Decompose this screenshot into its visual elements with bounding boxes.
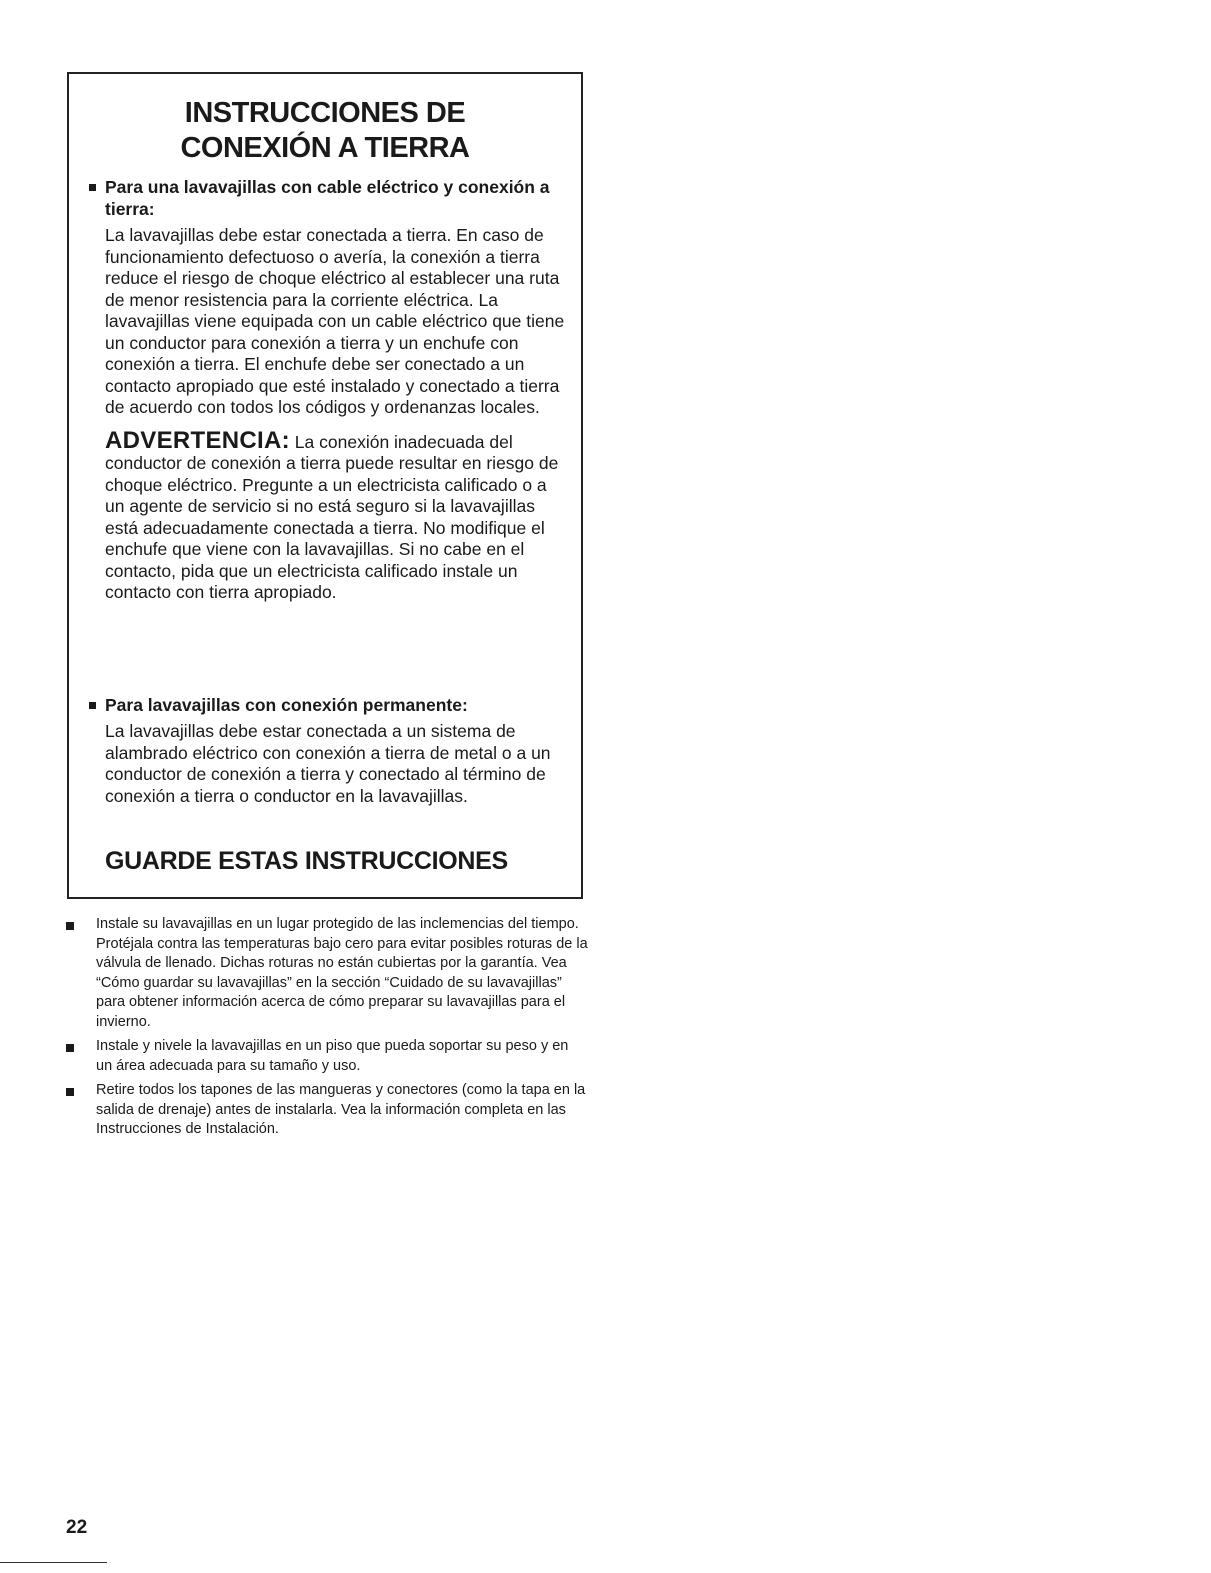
- note-item: Retire todos los tapones de las mangueras y conectores (como la tapa en la salida de drenaje) antes de instalarla. Vea la información completa en las Instrucciones de Instalación.: [64, 1081, 588, 1140]
- box-title-line1: INSTRUCCIONES DE: [184, 97, 466, 129]
- permanent-connection-section: [89, 694, 569, 807]
- corded-dishwasher-body: La lavavajillas debe estar conectada a tierra. En caso de funcionamiento defectuoso o avería, la conexión a tierra reduce el riesgo de choque eléctrico al establecer una ruta de menor resistencia para la corriente eléctrica. La lavavajillas viene equipada con un cable eléctrico que tiene un conductor para conexión a tierra y un enchufe con conexión a tierra. El enchufe debe ser conectado a un contacto apropiado que esté instalado y conectado a tierra de acuerdo con todos los códigos y ordenanzas locales.: [105, 225, 565, 417]
- page-number: 22: [66, 1517, 88, 1538]
- installation-notes: [64, 915, 588, 1145]
- permanent-connection-body: La lavavajillas debe estar conectada a un sistema de alambrado eléctrico con conexión a tierra de metal o a un conductor de conexión a tierra y conectado al término de conexión a tierra o conductor en la lavavajillas.: [105, 721, 551, 806]
- bottom-rule: [0, 1562, 107, 1563]
- corded-dishwasher-section: [89, 176, 569, 604]
- warning-label: ADVERTENCIA:: [105, 426, 290, 454]
- box-title: [69, 96, 581, 166]
- note-item: Instale su lavavajillas en un lugar protegido de las inclemencias del tiempo. Protéjala contra las temperaturas bajo cero para evitar posibles roturas de la válvula de llenado. Dichas roturas no están cubiertas por la garantía. Vea “Cómo guardar su lavavajillas” en la sección “Cuidado de su lavavajillas” para obtener información acerca de cómo preparar su lavavajillas para el invierno.: [64, 915, 588, 1032]
- corded-dishwasher-heading: Para una lavavajillas con cable eléctrico y conexión a tierra:: [89, 176, 569, 220]
- note-item: Instale y nivele la lavavajillas en un piso que pueda soportar su peso y en un área adecuada para su tamaño y uso.: [64, 1037, 588, 1076]
- box-title-line2: CONEXIÓN A TIERRA: [180, 132, 470, 164]
- save-instructions-heading: GUARDE ESTAS INSTRUCCIONES: [105, 847, 508, 875]
- warning-body: La conexión inadecuada del conductor de conexión a tierra puede resultar en riesgo de choque eléctrico. Pregunte a un electricista calificado o a un agente de servicio si no está seguro si la lavavajillas está adecuadamente conectada a tierra. No modifique el enchufe que viene con la lavavajillas. Si no cabe en el contacto, pida que un electricista calificado instale un contacto con tierra apropiado.: [105, 431, 559, 602]
- grounding-instructions-box: [67, 72, 583, 899]
- warning-paragraph: [89, 426, 569, 604]
- permanent-connection-heading: Para lavavajillas con conexión permanente:: [89, 694, 569, 716]
